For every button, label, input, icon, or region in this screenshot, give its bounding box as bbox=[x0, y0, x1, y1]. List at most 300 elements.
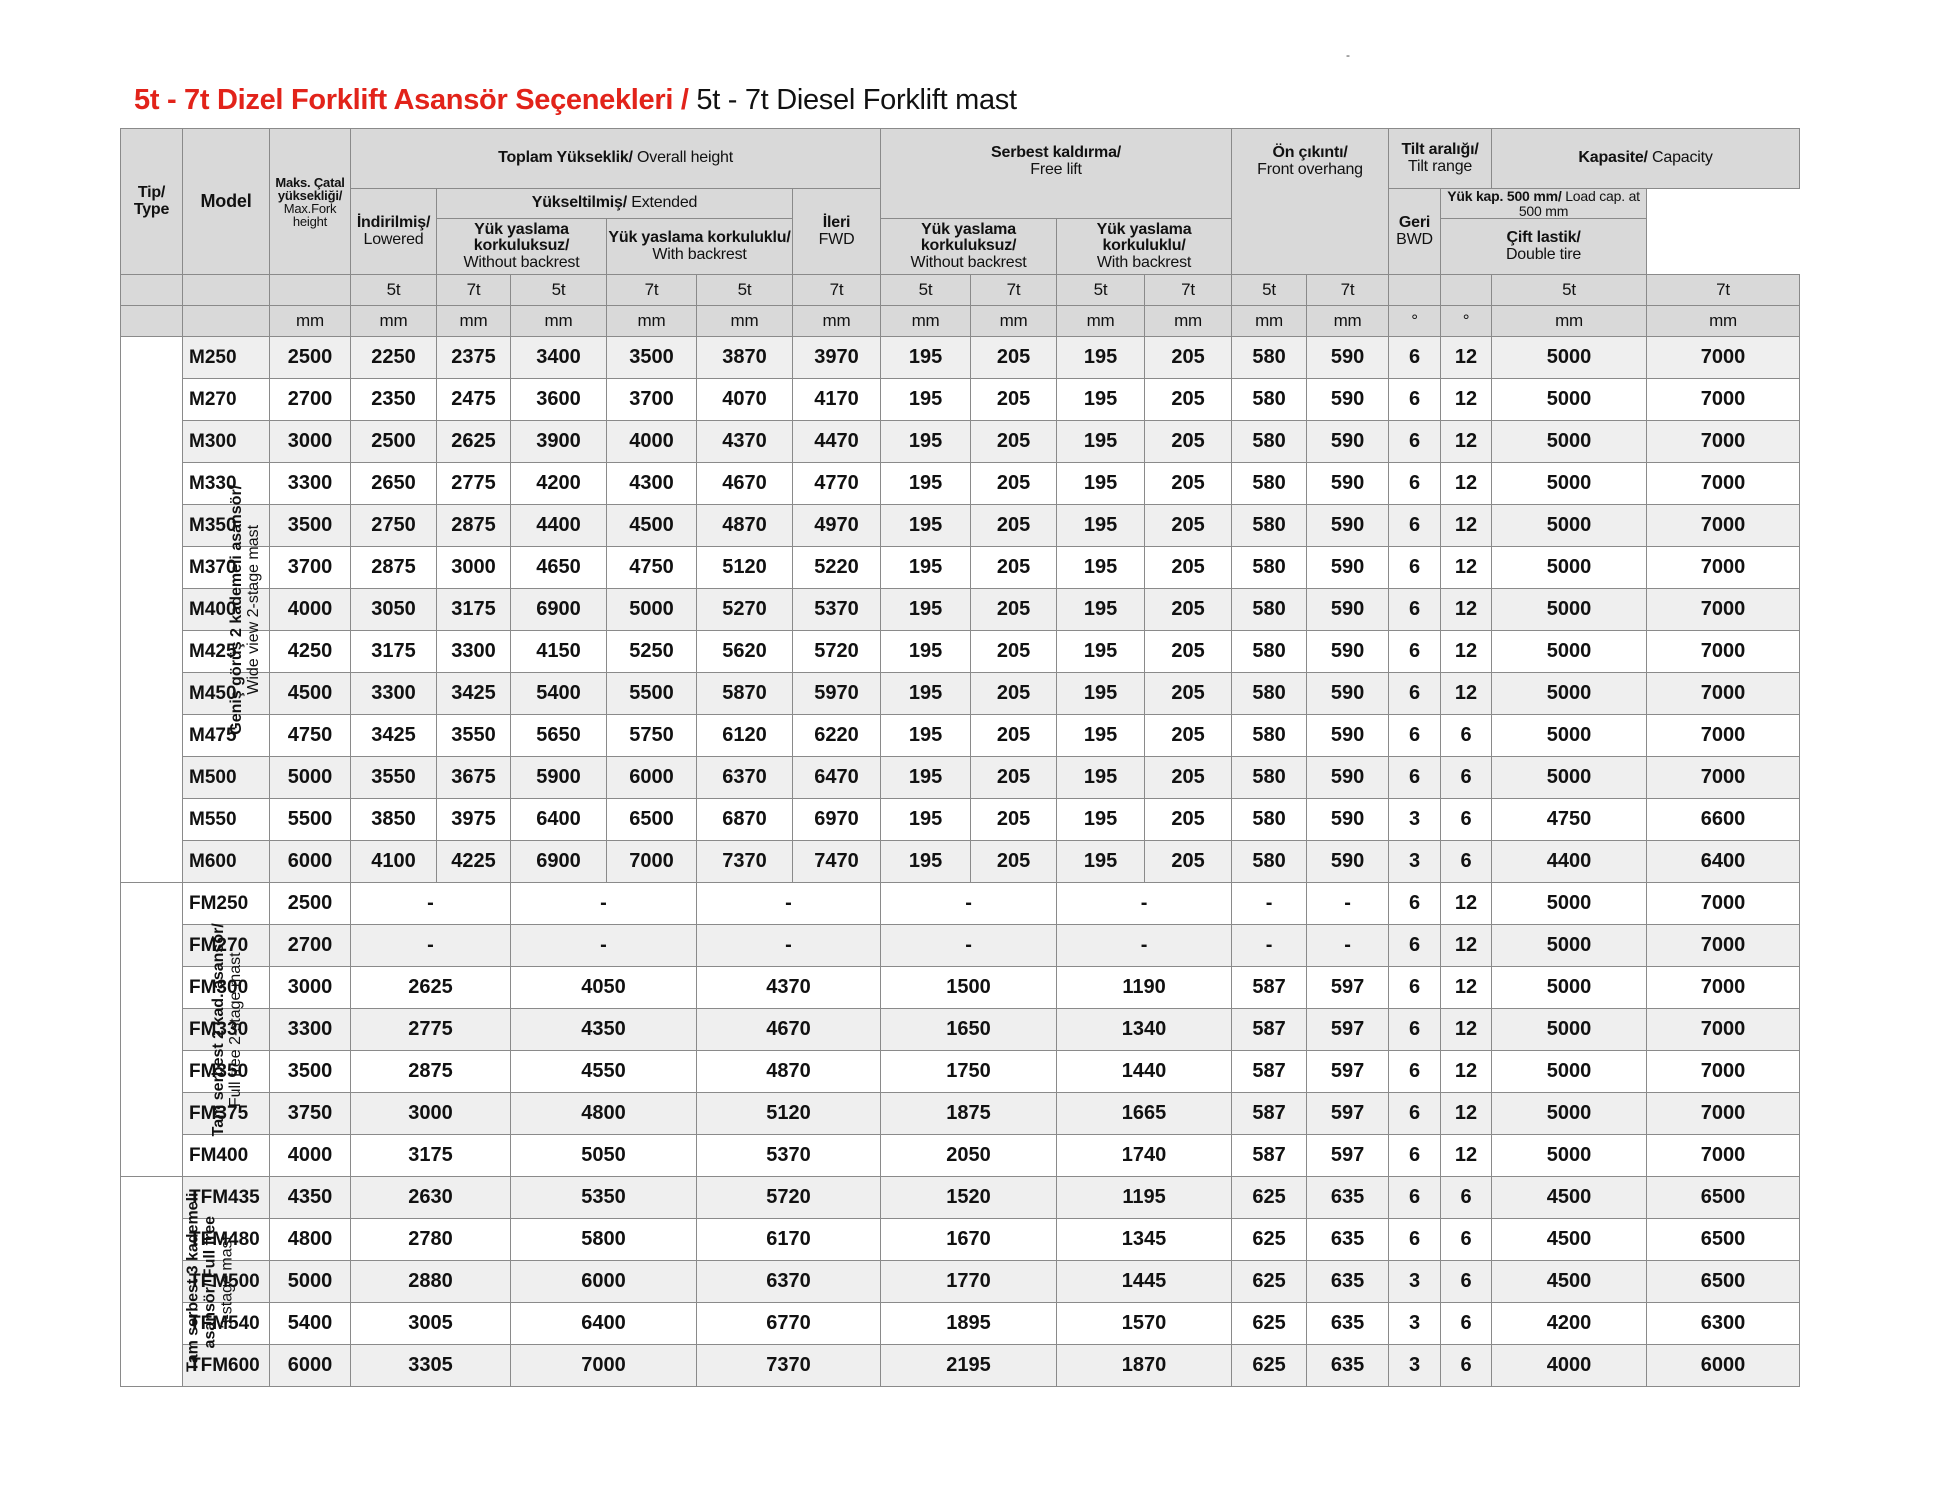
table-cell: 7000 bbox=[511, 1345, 697, 1387]
table-cell: 195 bbox=[881, 757, 971, 799]
page-title bbox=[134, 84, 1017, 117]
table-cell: 1190 bbox=[1057, 967, 1232, 1009]
table-cell: 1345 bbox=[1057, 1219, 1232, 1261]
table-cell: TFM500 bbox=[183, 1261, 270, 1303]
table-cell: 12 bbox=[1441, 1135, 1492, 1177]
table-cell: 7000 bbox=[1647, 1135, 1800, 1177]
table-cell: M250 bbox=[183, 337, 270, 379]
table-cell: 6500 bbox=[1647, 1261, 1800, 1303]
table-cell: 6 bbox=[1441, 715, 1492, 757]
table-cell: 5350 bbox=[511, 1177, 697, 1219]
double-tire-header: Çift lastik/ Double tire bbox=[1441, 219, 1647, 275]
table-cell: 1340 bbox=[1057, 1009, 1232, 1051]
fwd-header: İleri FWD bbox=[793, 189, 881, 275]
table-cell: 2500 bbox=[270, 337, 351, 379]
table-row bbox=[121, 1261, 1800, 1303]
table-cell: 195 bbox=[1057, 715, 1145, 757]
table-cell: 6770 bbox=[697, 1303, 881, 1345]
table-cell: 6870 bbox=[697, 799, 793, 841]
table-cell: TFM480 bbox=[183, 1219, 270, 1261]
table-cell: 625 bbox=[1232, 1303, 1307, 1345]
table-cell: 12 bbox=[1441, 463, 1492, 505]
table-cell: 587 bbox=[1232, 1009, 1307, 1051]
table-cell: 5900 bbox=[511, 757, 607, 799]
table-cell: 4650 bbox=[511, 547, 607, 589]
table-cell: M500 bbox=[183, 757, 270, 799]
table-cell: 4350 bbox=[511, 1009, 697, 1051]
model-header: Model bbox=[183, 129, 270, 275]
freelift-without-backrest-header: Yük yaslama korkuluksuz/ Without backrest bbox=[881, 219, 1057, 275]
table-cell: 3300 bbox=[437, 631, 511, 673]
table-cell: - bbox=[697, 925, 881, 967]
table-cell: - bbox=[1232, 883, 1307, 925]
table-cell: 3300 bbox=[351, 673, 437, 715]
table-cell: 4500 bbox=[1492, 1219, 1647, 1261]
table-cell: 6 bbox=[1389, 1009, 1441, 1051]
table-cell: 5000 bbox=[270, 1261, 351, 1303]
table-body bbox=[121, 337, 1800, 1387]
table-cell: 2875 bbox=[351, 547, 437, 589]
table-cell: 5400 bbox=[270, 1303, 351, 1345]
table-cell: 6 bbox=[1389, 1177, 1441, 1219]
table-cell: 5000 bbox=[1492, 337, 1647, 379]
table-cell: - bbox=[1307, 925, 1389, 967]
table-cell: 635 bbox=[1307, 1345, 1389, 1387]
table-cell: 6400 bbox=[511, 1303, 697, 1345]
table-cell: 195 bbox=[1057, 505, 1145, 547]
table-row bbox=[121, 1135, 1800, 1177]
table-cell: 3175 bbox=[437, 589, 511, 631]
table-cell: 205 bbox=[971, 505, 1057, 547]
table-cell: 4750 bbox=[270, 715, 351, 757]
table-cell: 597 bbox=[1307, 1135, 1389, 1177]
table-cell: 7000 bbox=[1647, 421, 1800, 463]
table-cell: 195 bbox=[881, 715, 971, 757]
table-row bbox=[121, 337, 1800, 379]
table-cell: 1665 bbox=[1057, 1093, 1232, 1135]
table-cell: 6 bbox=[1441, 799, 1492, 841]
table-cell: 5050 bbox=[511, 1135, 697, 1177]
table-cell: 580 bbox=[1232, 673, 1307, 715]
table-cell: 625 bbox=[1232, 1177, 1307, 1219]
table-cell: 12 bbox=[1441, 1093, 1492, 1135]
table-cell: 2050 bbox=[881, 1135, 1057, 1177]
table-cell: 587 bbox=[1232, 1135, 1307, 1177]
table-cell: 12 bbox=[1441, 967, 1492, 1009]
tonnage-row: 5t 7t 5t 7t 5t 7t 5t 7t 5t 7t 5t 7t 5t 7t bbox=[121, 275, 1800, 306]
table-cell: 1500 bbox=[881, 967, 1057, 1009]
table-cell: 4070 bbox=[697, 379, 793, 421]
table-cell: 580 bbox=[1232, 589, 1307, 631]
table-cell: 6400 bbox=[1647, 841, 1800, 883]
table-cell: 7000 bbox=[1647, 1051, 1800, 1093]
table-cell: 4200 bbox=[1492, 1303, 1647, 1345]
table-cell: 5000 bbox=[1492, 1051, 1647, 1093]
table-cell: 5370 bbox=[793, 589, 881, 631]
table-cell: 6300 bbox=[1647, 1303, 1800, 1345]
table-cell: 2780 bbox=[351, 1219, 511, 1261]
table-cell: 6 bbox=[1389, 757, 1441, 799]
table-cell: 5720 bbox=[793, 631, 881, 673]
table-cell: 1570 bbox=[1057, 1303, 1232, 1345]
mast-type-label-line: Geniş görüş 2 kademeli asansör/ bbox=[228, 484, 246, 735]
table-cell: 4500 bbox=[607, 505, 697, 547]
table-cell: 6000 bbox=[270, 1345, 351, 1387]
table-cell: 2650 bbox=[351, 463, 437, 505]
table-cell: - bbox=[351, 925, 511, 967]
table-cell: 205 bbox=[971, 463, 1057, 505]
table-cell: 2625 bbox=[437, 421, 511, 463]
table-cell: FM250 bbox=[183, 883, 270, 925]
table-cell: 6 bbox=[1389, 421, 1441, 463]
table-cell: - bbox=[881, 925, 1057, 967]
table-cell: 6 bbox=[1441, 1177, 1492, 1219]
mast-type-label-line: Full free 2-stage mast bbox=[226, 952, 244, 1108]
table-cell: 3500 bbox=[270, 505, 351, 547]
table-cell: 4370 bbox=[697, 967, 881, 1009]
mast-spec-table bbox=[120, 128, 1800, 1387]
table-cell: 3000 bbox=[437, 547, 511, 589]
table-cell: 590 bbox=[1307, 337, 1389, 379]
table-cell: 2750 bbox=[351, 505, 437, 547]
table-cell: 7000 bbox=[1647, 631, 1800, 673]
table-cell: 6 bbox=[1389, 589, 1441, 631]
table-cell: 195 bbox=[1057, 547, 1145, 589]
table-cell: 3700 bbox=[607, 379, 697, 421]
table-cell: 4300 bbox=[607, 463, 697, 505]
table-cell: 3000 bbox=[270, 967, 351, 1009]
table-row bbox=[121, 1177, 1800, 1219]
table-cell: 3005 bbox=[351, 1303, 511, 1345]
table-cell: 6 bbox=[1389, 1093, 1441, 1135]
table-cell: 205 bbox=[1145, 337, 1232, 379]
table-cell: 580 bbox=[1232, 505, 1307, 547]
table-cell: 1520 bbox=[881, 1177, 1057, 1219]
table-cell: - bbox=[1307, 883, 1389, 925]
table-cell: 5250 bbox=[607, 631, 697, 673]
front-overhang-header: Ön çıkıntı/ Front overhang bbox=[1232, 129, 1389, 275]
table-cell: 590 bbox=[1307, 547, 1389, 589]
table-cell: 3600 bbox=[511, 379, 607, 421]
table-cell: 3400 bbox=[511, 337, 607, 379]
table-row bbox=[121, 757, 1800, 799]
table-cell: 590 bbox=[1307, 421, 1389, 463]
table-cell: 4000 bbox=[1492, 1345, 1647, 1387]
extended-header: Yükseltilmiş/ Extended bbox=[437, 189, 793, 219]
table-cell: 6 bbox=[1389, 1051, 1441, 1093]
table-cell: 4800 bbox=[511, 1093, 697, 1135]
table-cell: 195 bbox=[1057, 673, 1145, 715]
max-fork-height-header: Maks. Çatal yüksekliği/ Max.Fork height bbox=[270, 129, 351, 275]
table-row bbox=[121, 631, 1800, 673]
table-cell: TFM435 bbox=[183, 1177, 270, 1219]
table-cell: 5370 bbox=[697, 1135, 881, 1177]
table-cell: 195 bbox=[881, 673, 971, 715]
table-cell: 4250 bbox=[270, 631, 351, 673]
table-cell: 3000 bbox=[351, 1093, 511, 1135]
table-cell: 6370 bbox=[697, 1261, 881, 1303]
table-cell: 6500 bbox=[1647, 1177, 1800, 1219]
table-cell: 5000 bbox=[1492, 589, 1647, 631]
table-cell: 7000 bbox=[1647, 379, 1800, 421]
table-cell: 4400 bbox=[1492, 841, 1647, 883]
table-cell: 6000 bbox=[270, 841, 351, 883]
table-cell: 5000 bbox=[1492, 757, 1647, 799]
table-cell: 1875 bbox=[881, 1093, 1057, 1135]
type-header: Tip/ Type bbox=[121, 129, 183, 275]
table-cell: 1650 bbox=[881, 1009, 1057, 1051]
table-cell: 205 bbox=[1145, 715, 1232, 757]
table-cell: 3900 bbox=[511, 421, 607, 463]
table-cell: 4000 bbox=[607, 421, 697, 463]
table-cell: 6 bbox=[1389, 1219, 1441, 1261]
table-cell: 3550 bbox=[351, 757, 437, 799]
table-cell: 6400 bbox=[511, 799, 607, 841]
table-cell: 3550 bbox=[437, 715, 511, 757]
table-cell: 4500 bbox=[1492, 1261, 1647, 1303]
table-cell: 7000 bbox=[1647, 673, 1800, 715]
table-cell: 4350 bbox=[270, 1177, 351, 1219]
table-cell: 3700 bbox=[270, 547, 351, 589]
table-cell: - bbox=[511, 883, 697, 925]
table-cell: TFM600 bbox=[183, 1345, 270, 1387]
table-cell: 4470 bbox=[793, 421, 881, 463]
table-cell: 205 bbox=[971, 421, 1057, 463]
table-row bbox=[121, 1345, 1800, 1387]
mast-type-label-line: Tam serbest 2 kad. asansör/ bbox=[209, 923, 227, 1137]
table-cell: 195 bbox=[881, 589, 971, 631]
table-cell: 590 bbox=[1307, 799, 1389, 841]
mast-type-label-line: 3-stage mast bbox=[218, 1235, 236, 1329]
table-cell: 5970 bbox=[793, 673, 881, 715]
table-cell: 12 bbox=[1441, 589, 1492, 631]
table-cell: 5750 bbox=[607, 715, 697, 757]
table-cell: - bbox=[697, 883, 881, 925]
table-cell: 2875 bbox=[351, 1051, 511, 1093]
table-cell: 635 bbox=[1307, 1219, 1389, 1261]
freelift-with-backrest-header: Yük yaslama korkuluklu/ With backrest bbox=[1057, 219, 1232, 275]
table-cell: 205 bbox=[1145, 463, 1232, 505]
table-cell: 3 bbox=[1389, 1303, 1441, 1345]
table-cell: 195 bbox=[1057, 589, 1145, 631]
table-cell: - bbox=[351, 883, 511, 925]
table-row bbox=[121, 1009, 1800, 1051]
table-cell: 205 bbox=[971, 715, 1057, 757]
table-row bbox=[121, 1093, 1800, 1135]
table-cell: 2625 bbox=[351, 967, 511, 1009]
extended-without-backrest-header: Yük yaslama korkuluksuz/ Without backrest bbox=[437, 219, 607, 275]
table-cell: FM400 bbox=[183, 1135, 270, 1177]
table-cell: 4770 bbox=[793, 463, 881, 505]
table-row bbox=[121, 967, 1800, 1009]
table-cell: 6900 bbox=[511, 841, 607, 883]
table-cell: 5720 bbox=[697, 1177, 881, 1219]
unit-row: mm mm mm mm mm mm mm mm mm mm mm mm mm ° ° mm mm bbox=[121, 306, 1800, 337]
table-cell: 195 bbox=[1057, 631, 1145, 673]
table-cell: 2350 bbox=[351, 379, 437, 421]
table-cell: 3050 bbox=[351, 589, 437, 631]
table-cell: 5400 bbox=[511, 673, 607, 715]
table-cell: 195 bbox=[881, 379, 971, 421]
table-cell: 205 bbox=[1145, 799, 1232, 841]
table-cell: 590 bbox=[1307, 841, 1389, 883]
table-cell: - bbox=[881, 883, 1057, 925]
table-cell: 7000 bbox=[1647, 337, 1800, 379]
table-cell: 2500 bbox=[270, 883, 351, 925]
table-cell: - bbox=[1232, 925, 1307, 967]
table-cell: 2775 bbox=[437, 463, 511, 505]
table-cell: 205 bbox=[1145, 589, 1232, 631]
table-cell: 590 bbox=[1307, 715, 1389, 757]
table-cell: 625 bbox=[1232, 1261, 1307, 1303]
table-cell: 1750 bbox=[881, 1051, 1057, 1093]
table-cell: 195 bbox=[881, 421, 971, 463]
table-cell: 635 bbox=[1307, 1303, 1389, 1345]
table-cell: M550 bbox=[183, 799, 270, 841]
table-cell: 7470 bbox=[793, 841, 881, 883]
table-cell: 590 bbox=[1307, 589, 1389, 631]
table-cell: M600 bbox=[183, 841, 270, 883]
table-cell: 3970 bbox=[793, 337, 881, 379]
extended-with-backrest-header: Yük yaslama korkuluklu/ With backrest bbox=[607, 219, 793, 275]
load-cap-header: Yük kap. 500 mm/ Load cap. at 500 mm bbox=[1441, 189, 1647, 219]
table-cell: 6220 bbox=[793, 715, 881, 757]
table-cell: 6 bbox=[1389, 673, 1441, 715]
table-cell: 195 bbox=[881, 799, 971, 841]
table-cell: 195 bbox=[881, 337, 971, 379]
table-row bbox=[121, 1051, 1800, 1093]
table-cell: 2875 bbox=[437, 505, 511, 547]
table-cell: 580 bbox=[1232, 337, 1307, 379]
table-row bbox=[121, 1219, 1800, 1261]
table-cell: 5500 bbox=[607, 673, 697, 715]
table-cell: 4550 bbox=[511, 1051, 697, 1093]
table-cell: 597 bbox=[1307, 1009, 1389, 1051]
table-cell: M300 bbox=[183, 421, 270, 463]
table-cell: 6470 bbox=[793, 757, 881, 799]
table-cell: 7000 bbox=[1647, 463, 1800, 505]
table-cell: 4750 bbox=[1492, 799, 1647, 841]
table-cell: TFM540 bbox=[183, 1303, 270, 1345]
table-cell: 5000 bbox=[1492, 421, 1647, 463]
table-cell: - bbox=[511, 925, 697, 967]
table-cell: 7000 bbox=[1647, 1093, 1800, 1135]
table-cell: 2775 bbox=[351, 1009, 511, 1051]
table-cell: 580 bbox=[1232, 631, 1307, 673]
table-cell: 205 bbox=[971, 757, 1057, 799]
table-cell: 580 bbox=[1232, 715, 1307, 757]
table-cell: 590 bbox=[1307, 757, 1389, 799]
table-cell: 5000 bbox=[270, 757, 351, 799]
table-cell: 5000 bbox=[1492, 673, 1647, 715]
table-cell: 6 bbox=[1441, 757, 1492, 799]
table-cell: 580 bbox=[1232, 757, 1307, 799]
table-row bbox=[121, 841, 1800, 883]
table-cell: 12 bbox=[1441, 505, 1492, 547]
table-cell: 12 bbox=[1441, 379, 1492, 421]
table-cell: 6500 bbox=[1647, 1219, 1800, 1261]
table-cell: 195 bbox=[881, 463, 971, 505]
table-cell: 2195 bbox=[881, 1345, 1057, 1387]
table-cell: 3 bbox=[1389, 1345, 1441, 1387]
table-cell: 590 bbox=[1307, 463, 1389, 505]
overall-height-header: Toplam Yükseklik/ Overall height bbox=[351, 129, 881, 189]
table-cell: 7000 bbox=[1647, 883, 1800, 925]
table-cell: 3 bbox=[1389, 799, 1441, 841]
bwd-header: Geri BWD bbox=[1389, 189, 1441, 275]
table-cell: M370 bbox=[183, 547, 270, 589]
table-cell: 5800 bbox=[511, 1219, 697, 1261]
table-row bbox=[121, 547, 1800, 589]
table-cell: 205 bbox=[971, 547, 1057, 589]
table-cell: 2880 bbox=[351, 1261, 511, 1303]
table-cell: 5220 bbox=[793, 547, 881, 589]
table-cell: 195 bbox=[1057, 757, 1145, 799]
table-cell: 590 bbox=[1307, 673, 1389, 715]
table-cell: 195 bbox=[881, 547, 971, 589]
table-row bbox=[121, 1303, 1800, 1345]
table-row bbox=[121, 589, 1800, 631]
table-cell: 5000 bbox=[1492, 1093, 1647, 1135]
table-cell: 205 bbox=[971, 589, 1057, 631]
table-cell: 6 bbox=[1389, 379, 1441, 421]
table-cell: M350 bbox=[183, 505, 270, 547]
table-header bbox=[121, 129, 1800, 337]
table-cell: 1440 bbox=[1057, 1051, 1232, 1093]
table-cell: 3175 bbox=[351, 1135, 511, 1177]
table-cell: 3850 bbox=[351, 799, 437, 841]
table-cell: 7370 bbox=[697, 1345, 881, 1387]
table-cell: 4000 bbox=[270, 1135, 351, 1177]
table-cell: 5000 bbox=[1492, 883, 1647, 925]
table-cell: 195 bbox=[1057, 799, 1145, 841]
table-row bbox=[121, 925, 1800, 967]
table-cell: 6 bbox=[1441, 1303, 1492, 1345]
table-cell: 205 bbox=[1145, 379, 1232, 421]
free-lift-header: Serbest kaldırma/ Free lift bbox=[881, 129, 1232, 219]
table-cell: M450 bbox=[183, 673, 270, 715]
table-cell: 2630 bbox=[351, 1177, 511, 1219]
table-cell: 597 bbox=[1307, 967, 1389, 1009]
table-row bbox=[121, 799, 1800, 841]
table-cell: 580 bbox=[1232, 841, 1307, 883]
table-cell: M270 bbox=[183, 379, 270, 421]
table-row bbox=[121, 463, 1800, 505]
table-cell: 5000 bbox=[1492, 1135, 1647, 1177]
table-cell: 1770 bbox=[881, 1261, 1057, 1303]
table-cell: M330 bbox=[183, 463, 270, 505]
table-cell: FM330 bbox=[183, 1009, 270, 1051]
table-cell: 2250 bbox=[351, 337, 437, 379]
table-cell: 3500 bbox=[270, 1051, 351, 1093]
table-cell: 3870 bbox=[697, 337, 793, 379]
table-cell: 4200 bbox=[511, 463, 607, 505]
table-cell: 4500 bbox=[1492, 1177, 1647, 1219]
table-row bbox=[121, 673, 1800, 715]
table-cell: 205 bbox=[971, 841, 1057, 883]
table-cell: 4170 bbox=[793, 379, 881, 421]
table-row bbox=[121, 505, 1800, 547]
table-cell: 590 bbox=[1307, 505, 1389, 547]
table-cell: 5120 bbox=[697, 547, 793, 589]
table-cell: M475 bbox=[183, 715, 270, 757]
table-cell: 3 bbox=[1389, 841, 1441, 883]
table-cell: 205 bbox=[1145, 673, 1232, 715]
table-cell: 12 bbox=[1441, 673, 1492, 715]
table-cell: 2700 bbox=[270, 925, 351, 967]
table-cell: 4870 bbox=[697, 505, 793, 547]
table-cell: 4400 bbox=[511, 505, 607, 547]
